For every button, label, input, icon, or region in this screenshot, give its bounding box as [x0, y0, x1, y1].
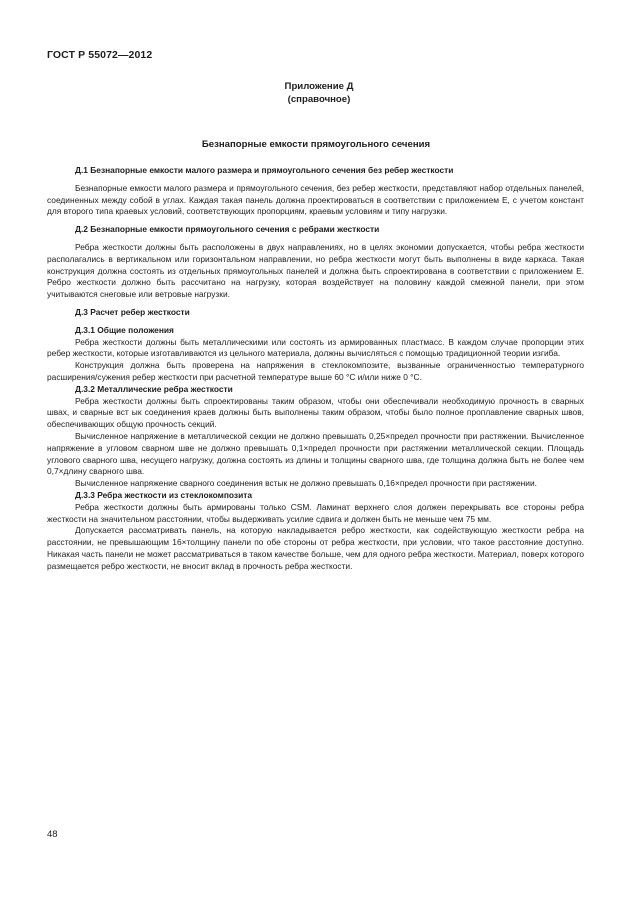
annex-subtitle: (справочное) — [287, 94, 351, 105]
document-code: ГОСТ Р 55072—2012 — [47, 49, 153, 61]
paragraph: Ребра жесткости должны быть армированы только CSM. Ламинат верхнего слоя должен перекрывать все стороны ребра жесткости на значительном расстоянии, чтобы выдерживать усилие сдвига и должен быть не меньше чем 75 мм. — [47, 501, 584, 524]
paragraph: Безнапорные емкости малого размера и прямоугольного сечения, без ребер жесткости, представляют набор отдельных панелей, соединенных между собой в углах. Каждая такая панель должна проектироваться в соответствии с приложением Е, с учетом констант для второго типа краевых условий, соответствующих пропорциям, краевым условиям и типу нагрузки. — [47, 182, 584, 217]
page-title: Безнапорные емкости прямоугольного сечения — [201, 139, 431, 150]
subsection-heading-d32: Д.3.2 Металлические ребра жесткости — [75, 383, 233, 394]
document-body — [47, 165, 584, 573]
paragraph: Ребра жесткости должны быть расположены в двух направлениях, но в целях экономии допускается, чтобы ребра жесткости располагались в вертикальном или горизонтальном направлении, но ребра жесткости могут быть выполнены в виде каркаса. Такая конструкция должна состоять из отдельных прямоугольных панелей и должна быть спроектирована в соответствии с приложением Е. Ребро жесткости должно быть рассчитано на нагрузку, которая воздействует на половину каждой смежной панели, при этом учитываются снеговые или ветровые нагрузки. — [47, 241, 584, 300]
paragraph: Конструкция должна быть проверена на напряжения в стеклокомпозите, вызванные ограниченностью температурного расширения/сужения ребер жесткости при расчетной температуре выше 60 °С и/или ниже 0 °С. — [47, 360, 584, 382]
section-heading-d1: Д.1 Безнапорные емкости малого размера и прямоугольного сечения без ребер жесткости — [75, 165, 454, 175]
paragraph: Допускается рассматривать панель, на которую накладывается ребро жесткости, как содействующую жесткости ребра на расстоянии, не превышающим 16×толщину панели по обе стороны от ребра жесткости, при условии, что такое расстояние доступно. Никакая часть панели не может рассматриваться в таком качестве больше, чем для одного ребра жесткости. Материал, поверх которого размещается ребро жесткости, не вносит вклад в прочность ребра жесткости. — [47, 525, 584, 571]
annex-heading — [254, 80, 384, 106]
paragraph: Вычисленное напряжение сварного соединения встык не должно превышать 0,16×предел прочности при растяжении. — [75, 478, 537, 489]
paragraph: Ребра жесткости должны быть спроектированы таким образом, чтобы они обеспечивали необходимую прочность в сварных швах, и сварные вст ык соединения краев должны быть выполнены таким образом, чтобы было полное проплавление сварных швов, обеспечивающих общую прочность секций. — [47, 395, 584, 430]
section-heading-d2: Д.2 Безнапорные емкости прямоугольного сечения с ребрами жесткости — [75, 224, 380, 235]
subsection-heading-d33: Д.3.3 Ребра жесткости из стеклокомпозита — [75, 489, 253, 500]
page-number: 48 — [47, 829, 58, 840]
section-heading-d3: Д.3 Расчет ребер жесткости — [75, 306, 190, 317]
paragraph: Вычисленное напряжение в металлической секции не должно превышать 0,25×предел прочности при растяжении. Вычисленное напряжение в угловом сварном шве не должно превышать 0,1×предел прочности при растяжении металлической секции. Площадь углового сварного шва, несущего нагрузку, должна состоять из длины и толщины сварного шва, где толщина должна быть не более чем 0,7×длину сварного шва. — [47, 430, 584, 477]
annex-title: Приложение Д — [284, 81, 354, 92]
paragraph: Ребра жесткости должны быть металлическими или состоять из армированных пластмасс. В каждом случае пропорции этих ребер жесткости, которые изготавливаются из цельного материала, должны вычисляться с помощью традиционной теории изгиба. — [47, 336, 584, 359]
subsection-heading-d31: Д.3.1 Общие положения — [75, 324, 174, 335]
